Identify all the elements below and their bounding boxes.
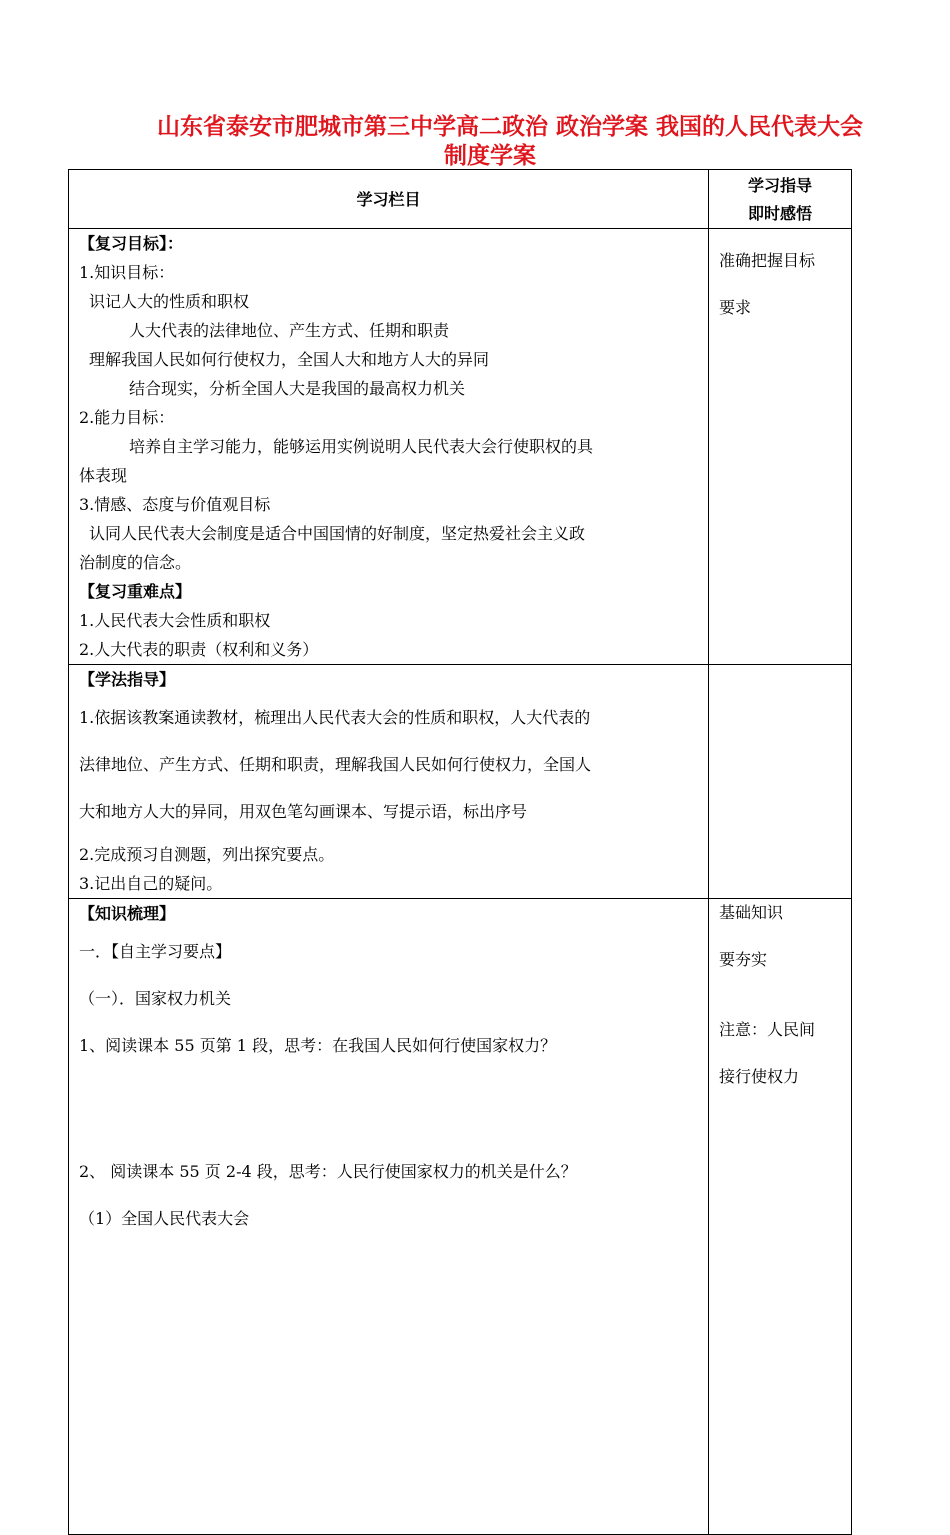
guidance-line: 要求 <box>719 298 752 317</box>
guidance-line: 注意：人民间 <box>719 1020 816 1039</box>
knowledge-cell <box>69 899 709 1535</box>
goal-line: 人大代表的法律地位、产生方式、任期和职责 <box>129 321 450 340</box>
guidance-line: 要夯实 <box>719 950 768 969</box>
header-guidance-column <box>709 170 852 229</box>
header-guidance-line: 学习指导 <box>747 176 812 195</box>
knowledge-line: 2、 阅读课本 55 页 2-4 段，思考：人民行使国家权力的机关是什么？ <box>79 1162 577 1181</box>
method-guide-cell <box>69 665 709 899</box>
header-study-column: 学习栏目 <box>69 170 709 229</box>
goal-line: 结合现实，分析全国人大是我国的最高权力机关 <box>129 379 466 398</box>
goal-line: 识记人大的性质和职权 <box>89 292 250 311</box>
review-goals-heading: 【复习目标】： <box>79 234 184 253</box>
knowledge-line: （一）．国家权力机关 <box>79 989 232 1008</box>
key-point-line: 1.人民代表大会性质和职权 <box>79 611 271 630</box>
review-goals-cell <box>69 229 709 665</box>
knowledge-line: （1）全国人民代表大会 <box>79 1209 250 1228</box>
method-line: 3.记出自己的疑问。 <box>79 874 223 893</box>
title-line-2: 制度学案 <box>444 142 536 169</box>
goal-line: 体表现 <box>79 466 128 485</box>
goal-line: 3.情感、态度与价值观目标 <box>79 495 271 514</box>
key-point-line: 2.人大代表的职责（权利和义务） <box>79 640 319 659</box>
guidance-cell-goals <box>709 229 852 665</box>
guidance-cell-knowledge <box>709 899 852 1535</box>
header-insight-line: 即时感悟 <box>747 204 812 223</box>
study-table <box>68 169 852 1535</box>
knowledge-heading: 【知识梳理】 <box>79 904 176 923</box>
knowledge-line: 一．【自主学习要点】 <box>79 942 232 961</box>
method-line: 法律地位、产生方式、任期和职责，理解我国人民如何行使权力，全国人 <box>79 755 592 774</box>
document-title <box>60 112 920 170</box>
knowledge-line: 1、阅读课本 55 页第 1 段，思考：在我国人民如何行使国家权力？ <box>79 1036 557 1055</box>
title-line-1: 山东省泰安市肥城市第三中学高二政治 政治学案 我国的人民代表大会 <box>156 113 863 140</box>
goal-line: 培养自主学习能力，能够运用实例说明人民代表大会行使职权的具 <box>129 437 594 456</box>
goal-line: 治制度的信念。 <box>79 553 192 572</box>
guidance-line: 接行使权力 <box>719 1067 800 1086</box>
method-line: 2.完成预习自测题，列出探究要点。 <box>79 845 335 864</box>
goal-line: 1.知识目标： <box>79 263 175 282</box>
method-line: 1.依据该教案通读教材，梳理出人民代表大会的性质和职权，人大代表的 <box>79 708 591 727</box>
key-points-heading: 【复习重难点】 <box>79 582 192 601</box>
method-guide-heading: 【学法指导】 <box>79 670 176 689</box>
guidance-line: 基础知识 <box>719 903 784 922</box>
guidance-line: 准确把握目标 <box>719 251 816 270</box>
goal-line: 理解我国人民如何行使权力，全国人大和地方人大的异同 <box>89 350 490 369</box>
guidance-cell-method <box>709 665 852 899</box>
method-line: 大和地方人大的异同，用双色笔勾画课本、写提示语，标出序号 <box>79 802 528 821</box>
goal-line: 认同人民代表大会制度是适合中国国情的好制度，坚定热爱社会主义政 <box>89 524 586 543</box>
goal-line: 2.能力目标： <box>79 408 175 427</box>
